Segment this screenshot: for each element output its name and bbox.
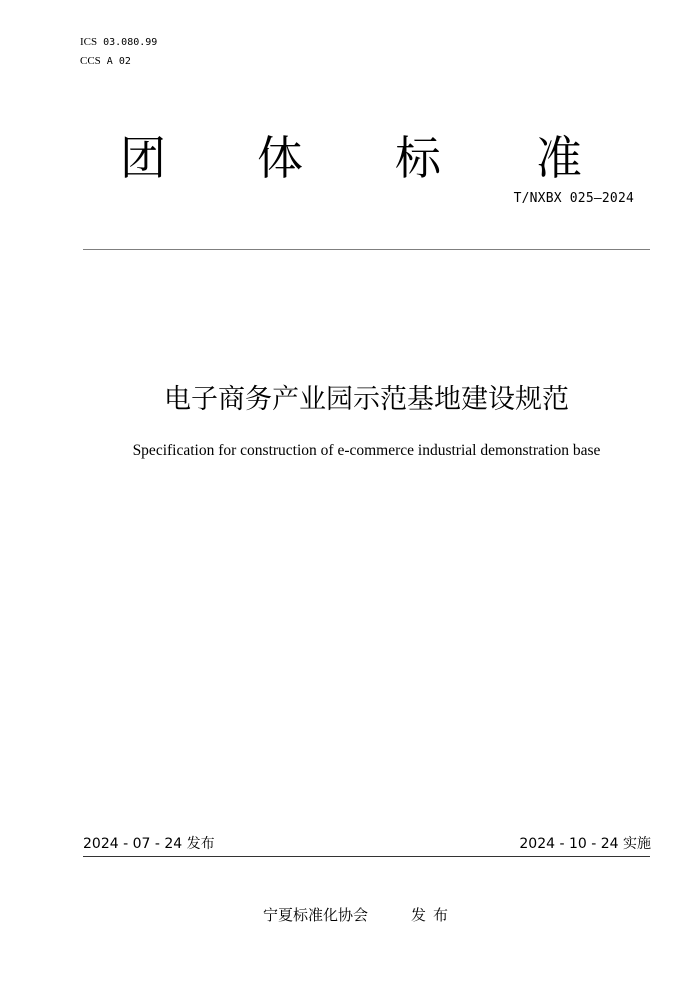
ics-row (80, 33, 157, 52)
implementation-date: 2024 - 10 - 24 实施 (519, 836, 651, 852)
standard-number: T/NXBX 025—2024 (513, 191, 634, 206)
ccs-label: CCS (80, 55, 101, 67)
footer-divider (83, 856, 650, 857)
standard-type-char-3: 标 (395, 131, 441, 185)
standard-type-char-4: 准 (536, 131, 582, 185)
document-title-english: Specification for construction of e-commerce industrial demonstration base (132, 442, 601, 459)
standard-type-char-2: 体 (257, 131, 303, 185)
classification-codes (80, 33, 157, 71)
header-divider (83, 249, 650, 250)
ics-label: ICS (80, 36, 98, 48)
publisher-name: 宁夏标准化协会 (263, 906, 369, 924)
standard-type-char-1: 团 (120, 131, 166, 185)
ccs-code: A 02 (106, 56, 131, 67)
ccs-row (80, 52, 157, 71)
ics-code: 03.080.99 (103, 37, 158, 48)
publish-verb: 发布 (411, 906, 456, 924)
document-title-chinese: 电子商务产业园示范基地建设规范 (164, 384, 569, 415)
issue-date: 2024 - 07 - 24 发布 (83, 836, 215, 852)
